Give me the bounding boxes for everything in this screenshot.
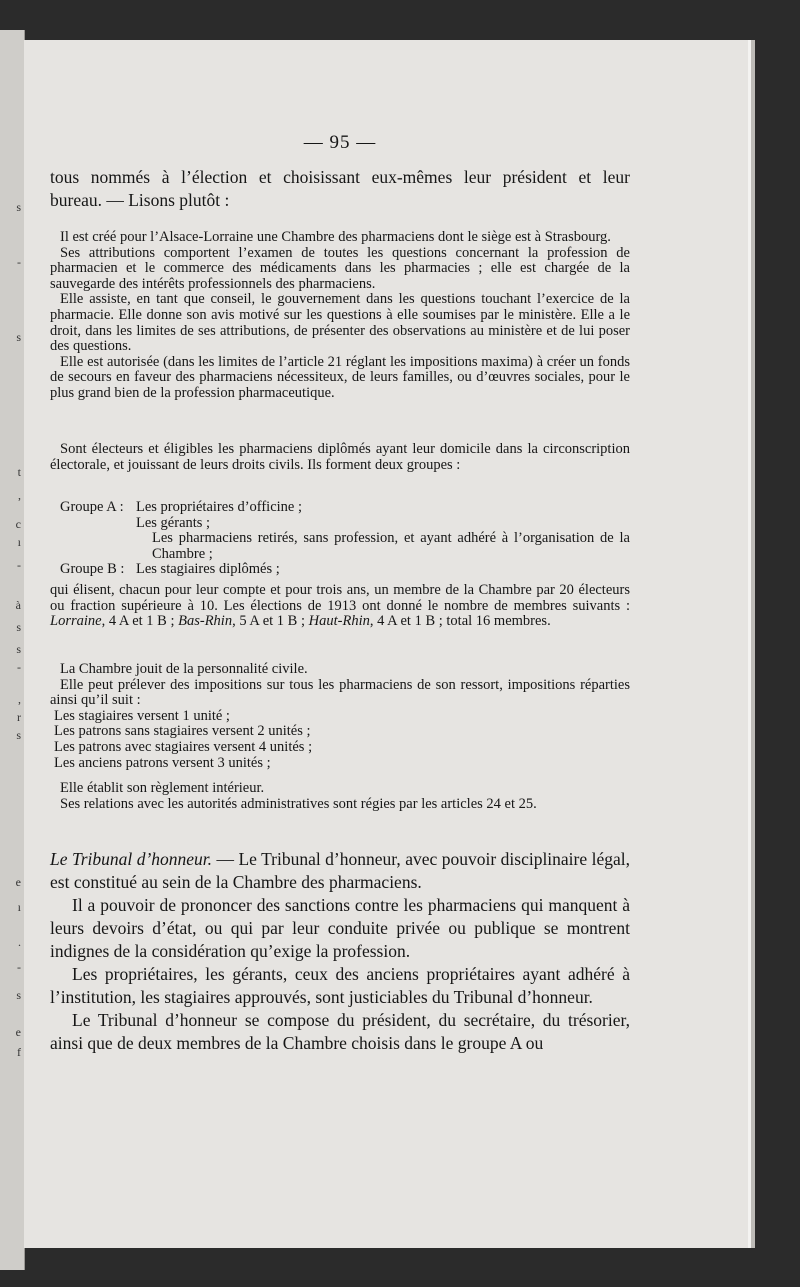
margin-fragment: à [15, 598, 21, 612]
tribunal-heading: Le Tribunal d’honneur. [50, 849, 213, 869]
margin-fragment: , [18, 692, 21, 706]
margin-fragment: r [17, 710, 21, 724]
group-item: Les gérants ; [136, 514, 211, 531]
margin-fragment: s [16, 728, 21, 742]
margin-fragment: f [17, 1045, 21, 1059]
margin-fragment: s [16, 330, 21, 344]
group-a [50, 500, 630, 562]
margin-fragment: , [18, 488, 21, 502]
statute-paragraph: Il est créé pour l’Alsace-Lorraine une Chambre des pharmaciens dont le siège est à Strasbourg. [60, 229, 611, 245]
margin-fragment: ı [17, 535, 21, 549]
electors-text: Sont électeurs et éligibles les pharmaciens diplômés ayant leur domicile dans la circonscription électorale, et jouissant de leurs droits civils. Ils forment deux groupes : [50, 441, 630, 473]
statute-paragraph: Elle est autorisée (dans les limites de l’article 21 réglant les impositions maxima) à créer un fonds de secours en faveur des pharmaciens nécessiteux, de leurs familles, ou d’œuvres sociales, pour le plus grand bien de la profession pharmaceutique. [50, 353, 630, 401]
margin-fragment: - [17, 255, 21, 269]
region-haut-rhin: Haut-Rhin [308, 613, 370, 630]
intro-paragraph [50, 166, 630, 212]
contribution-item: Les stagiaires versent 1 unité ; [54, 707, 230, 724]
margin-fragment: - [17, 558, 21, 572]
contributions-list [50, 709, 630, 771]
groups-list [50, 500, 630, 578]
adjacent-page-edge [0, 30, 25, 1270]
tribunal-text: — Le Tribunal d’honneur, avec pouvoir disciplinaire légal, est constitué au sein de la Chambre des pharmaciens. [50, 849, 630, 892]
group-item: Les pharmaciens retirés, sans profession, et ayant adhéré à l’organisation de la Chambre ; [152, 530, 630, 562]
region-lorraine: Lorraine [50, 613, 102, 630]
region-bas-rhin: Bas-Rhin [178, 613, 233, 630]
tribunal-paragraph [50, 848, 630, 894]
margin-fragment: e [15, 875, 21, 889]
margin-fragment: - [17, 960, 21, 974]
tribunal-section [50, 848, 630, 1055]
rules-line: Ses relations avec les autorités administratives sont régies par les articles 24 et 25. [60, 795, 537, 812]
group-a-label: Groupe A : [60, 499, 124, 515]
election-text-part: , 5 A et 1 B ; [232, 613, 309, 630]
group-item: Les propriétaires d’officine ; [136, 499, 303, 515]
group-item: Les stagiaires diplômés ; [136, 561, 280, 578]
group-b [50, 562, 630, 578]
intro-line: tous nommés à l’élection et choisissant eux-mêmes leur président et leur [50, 167, 630, 187]
rules-paragraph [50, 781, 630, 812]
page-number: — 95 — [303, 132, 377, 153]
group-a-items [136, 500, 630, 562]
statute-paragraph: Ses attributions comportent l’examen de toutes les questions concernant la profession de pharmacien et le commerce des médicaments dans les pharmacies ; elle est chargée de la sauvegarde des intérêts professionnels des pharmaciens. [50, 244, 630, 292]
contribution-item: Les patrons avec stagiaires versent 4 unités ; [54, 738, 313, 755]
chamber-line: La Chambre jouit de la personnalité civile. [60, 661, 308, 677]
margin-fragment: - [17, 660, 21, 674]
intro-line: bureau. — Lisons plutôt : [50, 190, 230, 210]
tribunal-paragraph: Il a pouvoir de prononcer des sanctions contre les pharmaciens qui manquent à leurs devoirs d’état, ou qui par leur conduite privée ou publique se montrent indignes de la considération qu’exige la profession. [50, 895, 630, 961]
tribunal-paragraph: Les propriétaires, les gérants, ceux des anciens propriétaires ayant adhéré à l’institution, les stagiaires approuvés, sont justiciables du Tribunal d’honneur. [50, 964, 630, 1007]
election-text-part: , 4 A et 1 B ; [101, 613, 179, 630]
chamber-paragraph [50, 662, 630, 771]
contribution-item: Les patrons sans stagiaires versent 2 unités ; [54, 723, 311, 740]
margin-fragment: s [16, 642, 21, 656]
quoted-statute-1 [50, 230, 630, 402]
election-text-part: , 4 A et 1 B ; total 16 membres. [369, 613, 551, 630]
margin-fragment: ı [17, 900, 21, 914]
margin-fragment: e [15, 1025, 21, 1039]
election-paragraph [50, 583, 630, 630]
rules-line: Elle établit son règlement intérieur. [60, 780, 265, 796]
margin-fragment: t [17, 465, 21, 479]
statute-paragraph: Elle assiste, en tant que conseil, le gouvernement dans les questions touchant l’exercice de la pharmacie. Elle donne son avis motivé sur les questions à elle soumises par le ministère. Elle a le droit, dans les limites de ses attributions, de présenter des observations au ministère et de lui poser des questions. [50, 291, 630, 355]
margin-fragment: s [16, 988, 21, 1002]
tribunal-paragraph: Le Tribunal d’honneur se compose du président, du secrétaire, du trésorier, ainsi que de deux membres de la Chambre choisis dans le groupe A ou [50, 1010, 630, 1053]
contribution-item: Les anciens patrons versent 3 unités ; [54, 754, 271, 771]
chamber-line: Elle peut prélever des impositions sur tous les pharmaciens de son ressort, impositions réparties ainsi qu’il suit : [50, 676, 630, 709]
margin-fragment: s [16, 620, 21, 634]
margin-fragment: s [16, 200, 21, 214]
electors-paragraph [50, 442, 630, 473]
election-text-part: qui élisent, chacun pour leur compte et pour trois ans, un membre de la Chambre par 20 électeurs ou fraction supérieure à 10. Les élections de 1913 ont donné le nombre de membres suivants : [50, 582, 630, 614]
group-b-label: Groupe B : [60, 561, 125, 578]
group-b-items [136, 562, 630, 578]
book-page [24, 40, 751, 1248]
margin-fragment: . [18, 935, 21, 949]
margin-fragment: c [15, 517, 21, 531]
election-text [50, 583, 630, 630]
